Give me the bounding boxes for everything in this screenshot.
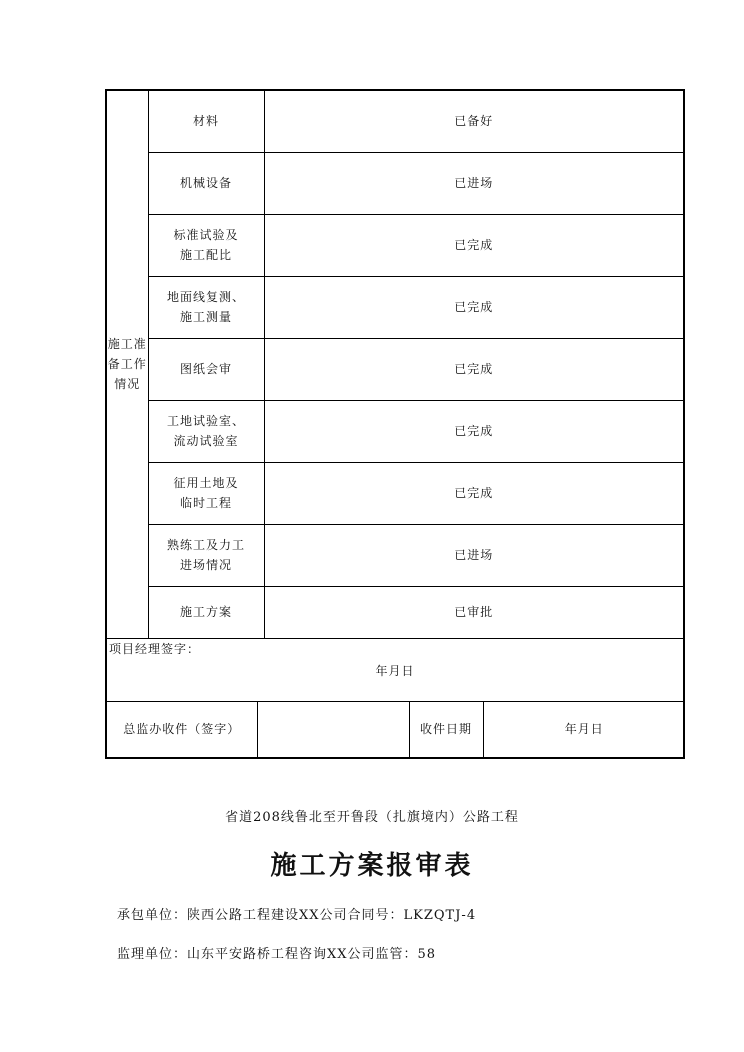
receipt-row xyxy=(106,701,684,758)
receipt-signature-field xyxy=(257,702,409,757)
item-status: 已完成 xyxy=(264,462,684,524)
pm-date: 年月日 xyxy=(375,663,415,678)
item-label: 机械设备 xyxy=(148,152,264,214)
project-subtitle: 省道208线鲁北至开鲁段（扎旗境内）公路工程 xyxy=(225,810,519,825)
receipt-date-label: 收件日期 xyxy=(409,702,483,757)
item-status: 已进场 xyxy=(264,152,684,214)
pm-signature-cell xyxy=(106,638,684,701)
item-status: 已审批 xyxy=(264,586,684,638)
item-status: 已完成 xyxy=(264,276,684,338)
form-title: 施工方案报审表 xyxy=(270,851,474,881)
item-label: 施工方案 xyxy=(148,586,264,638)
receipt-date: 年月日 xyxy=(564,722,604,736)
item-label: 图纸会审 xyxy=(148,338,264,400)
receipt-label: 总监办收件（签字） xyxy=(107,702,257,757)
item-status: 已进场 xyxy=(264,524,684,586)
item-label: 熟练工及力工进场情况 xyxy=(148,524,264,586)
pm-sign-label: 项目经理签字： xyxy=(109,641,201,656)
item-status: 已完成 xyxy=(264,214,684,276)
item-label: 地面线复测、施工测量 xyxy=(148,276,264,338)
item-status: 已备好 xyxy=(264,90,684,152)
contractor-line: 承包单位：陕西公路工程建设XX公司合同号：LKZQTJ-4 xyxy=(117,908,477,923)
item-label: 工地试验室、流动试验室 xyxy=(148,400,264,462)
category-label: 施工准备工作情况 xyxy=(106,90,148,638)
construction-prep-table xyxy=(105,89,685,759)
supervisor-line: 监理单位：山东平安路桥工程咨询XX公司监管：58 xyxy=(117,947,437,962)
item-label: 征用土地及临时工程 xyxy=(148,462,264,524)
item-status: 已完成 xyxy=(264,400,684,462)
item-label: 标准试验及施工配比 xyxy=(148,214,264,276)
item-label: 材料 xyxy=(148,90,264,152)
item-status: 已完成 xyxy=(264,338,684,400)
